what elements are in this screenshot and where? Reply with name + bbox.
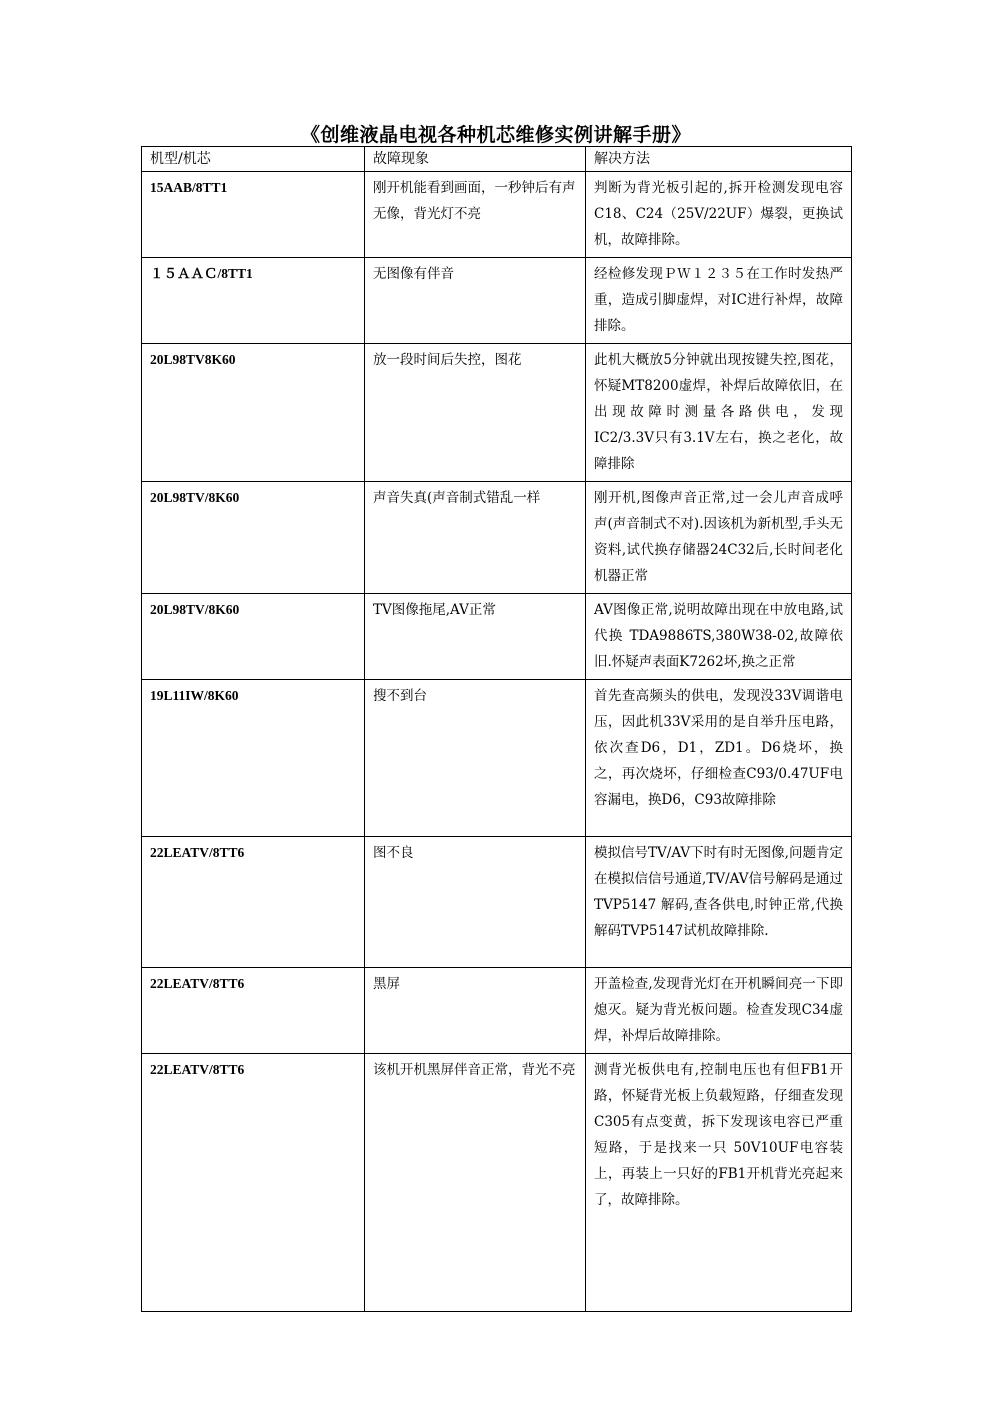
cell-model: 20L98TV/8K60: [142, 594, 365, 680]
cell-solution: 此机大概放5分钟就出现按键失控,图花，怀疑MT8200虚焊，补焊后故障依旧，在出现故障时测量各路供电，发现IC2/3.3V只有3.1V左右，换之老化，故障排除: [586, 344, 852, 482]
cell-model: 22LEATV/8TT6: [142, 968, 365, 1054]
cell-symptom: 放一段时间后失控，图花: [365, 344, 586, 482]
cell-model: 20L98TV8K60: [142, 344, 365, 482]
cell-symptom: 图不良: [365, 837, 586, 968]
table-row: [142, 968, 852, 1054]
header-solution: 解决方法: [586, 147, 852, 172]
cell-solution: 开盖检查,发现背光灯在开机瞬间亮一下即熄灭。疑为背光板问题。检查发现C34虚焊，补焊后故障排除。: [586, 968, 852, 1054]
cell-solution: AV图像正常,说明故障出现在中放电路,试代换 TDA9886TS,380W38-02,故障依旧.怀疑声表面K7262坏,换之正常: [586, 594, 852, 680]
repair-table: [141, 146, 852, 1312]
table-row: [142, 258, 852, 344]
page-title: 《创维液晶电视各种机芯维修实例讲解手册》: [300, 124, 691, 146]
table-row: [142, 594, 852, 680]
table-row: [142, 172, 852, 258]
cell-symptom: TV图像拖尾,AV正常: [365, 594, 586, 680]
cell-symptom: 无图像有伴音: [365, 258, 586, 344]
cell-symptom: 刚开机能看到画面，一秒钟后有声无像，背光灯不亮: [365, 172, 586, 258]
cell-solution: 经检修发现ＰＷ１２３５在工作时发热严重，造成引脚虚焊，对IC进行补焊，故障排除。: [586, 258, 852, 344]
cell-model: 20L98TV/8K60: [142, 482, 365, 594]
cell-model: 15AAB/8TT1: [142, 172, 365, 258]
cell-model: 22LEATV/8TT6: [142, 1054, 365, 1312]
cell-model: 19L11IW/8K60: [142, 680, 365, 837]
table-row: [142, 344, 852, 482]
cell-solution: 模拟信号TV/AV下时有时无图像,问题肯定在模拟信信号通道,TV/AV信号解码是通过 TVP5147 解码,查各供电,时钟正常,代换解码TVP5147试机故障排除.: [586, 837, 852, 968]
table-header-row: [142, 147, 852, 172]
cell-symptom: 声音失真(声音制式错乱一样: [365, 482, 586, 594]
cell-symptom: 该机开机黑屏伴音正常，背光不亮: [365, 1054, 586, 1312]
header-model: 机型/机芯: [142, 147, 365, 172]
table-row: [142, 837, 852, 968]
cell-solution: 首先查高频头的供电，发现没33V调谐电压，因此机33V采用的是自举升压电路，依次查D6，D1，ZD1。D6烧坏，换之，再次烧坏，仔细检查C93/0.47UF电容漏电，换D6，C93故障排除: [586, 680, 852, 837]
cell-model: 22LEATV/8TT6: [142, 837, 365, 968]
cell-solution: 测背光板供电有,控制电压也有但FB1开路，怀疑背光板上负载短路，仔细查发现C305有点变黄，拆下发现该电容已严重短路，于是找来一只 50V10UF电容装上，再装上一只好的FB1开机背光亮起来了，故障排除。: [586, 1054, 852, 1312]
table-row: [142, 680, 852, 837]
cell-model: １５ＡＡＣ/8TT1: [142, 258, 365, 344]
cell-solution: 判断为背光板引起的,拆开检测发现电容C18、C24（25V/22UF）爆裂，更换试机，故障排除。: [586, 172, 852, 258]
cell-symptom: 搜不到台: [365, 680, 586, 837]
table-row: [142, 482, 852, 594]
cell-solution: 刚开机,图像声音正常,过一会儿声音成呼声(声音制式不对).因该机为新机型,手头无资料,试代换存储器24C32后,长时间老化机器正常: [586, 482, 852, 594]
header-symptom: 故障现象: [365, 147, 586, 172]
cell-symptom: 黑屏: [365, 968, 586, 1054]
table-row: [142, 1054, 852, 1312]
